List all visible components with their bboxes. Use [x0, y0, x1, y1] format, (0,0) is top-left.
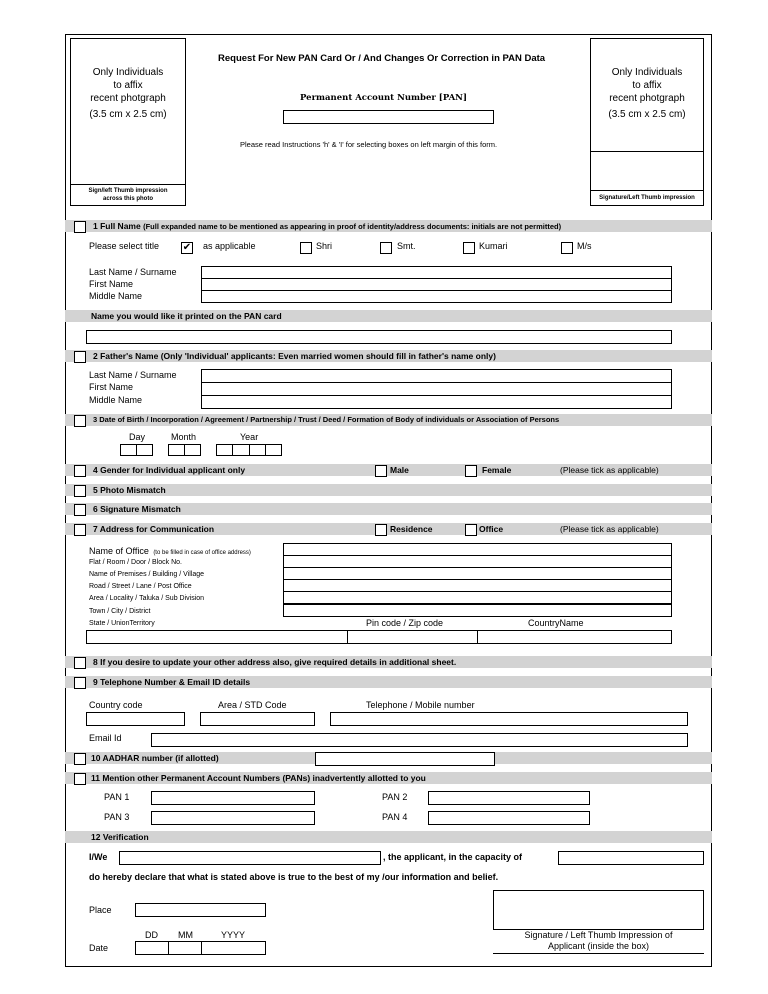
signature-caption: [493, 930, 704, 952]
s2-first-name-label: First Name: [89, 382, 134, 392]
form-instruction: Please read Instructions 'h' & 'I' for selecting boxes on left margin of this form.: [240, 140, 498, 149]
pan4-input[interactable]: [428, 811, 590, 825]
s2-last-name-input[interactable]: [201, 369, 672, 383]
photo-right-line2: to affix: [632, 80, 662, 91]
section-10-label: 10 AADHAR number (if allotted): [91, 753, 219, 763]
phone-label: Telephone / Mobile number: [366, 700, 475, 710]
s2-middle-name-label: Middle Name: [89, 395, 143, 405]
title-shri-checkbox[interactable]: [300, 242, 312, 254]
office-name-text: Name of Office: [89, 546, 149, 556]
dob-year-divider-1: [232, 444, 233, 456]
pan2-label: PAN 2: [382, 792, 408, 802]
section-2-bar: [65, 350, 712, 362]
title-smt-checkbox[interactable]: [380, 242, 392, 254]
photo-left-line1: Only Individuals: [92, 67, 164, 78]
print-name-label: Name you would like it printed on the PAN card: [91, 311, 282, 321]
photo-left-caption2: across this photo: [102, 196, 153, 202]
gender-female-checkbox[interactable]: [465, 465, 477, 477]
dob-day-divider: [136, 444, 137, 456]
section-6-bar: [65, 503, 712, 515]
signature-underline: [493, 953, 704, 954]
s2-last-name-label: Last Name / Surname: [89, 370, 177, 380]
address-office-checkbox[interactable]: [465, 524, 477, 536]
section-2-checkbox[interactable]: [74, 351, 86, 363]
premises-label: Name of Premises / Building / Village: [89, 571, 205, 578]
section-12-bar: [65, 831, 712, 843]
place-input[interactable]: [135, 903, 266, 917]
s1-middle-name-label: Middle Name: [89, 291, 143, 301]
photo-box-right[interactable]: [590, 38, 704, 206]
address-residence-label: Residence: [390, 524, 433, 534]
section-1-label: 1 Full Name: [93, 221, 141, 231]
declaration-text: do hereby declare that what is stated above is true to the best of my /our information and belief.: [89, 872, 499, 882]
photo-left-caption1: Sign/left Thumb impression: [88, 188, 168, 194]
place-label: Place: [89, 905, 112, 915]
pan3-label: PAN 3: [104, 812, 130, 822]
country-input[interactable]: [477, 630, 672, 644]
pan4-label: PAN 4: [382, 812, 408, 822]
capacity-text: , the applicant, in the capacity of: [383, 852, 523, 862]
phone-input[interactable]: [330, 712, 688, 726]
town-input[interactable]: [283, 604, 672, 617]
dob-year-label: Year: [240, 432, 259, 442]
date-divider-1: [168, 941, 169, 955]
tick-icon: ✔: [182, 242, 192, 253]
area-label: Area / Locality / Taluka / Sub Division: [89, 595, 205, 602]
signature-caption-line2: Applicant (inside the box): [547, 941, 650, 951]
title-smt-label: Smt.: [397, 241, 416, 251]
capacity-input[interactable]: [558, 851, 704, 865]
address-office-label: Office: [479, 524, 504, 534]
signature-caption-line1: Signature / Left Thumb Impression of: [524, 930, 673, 940]
form-title: Request For New PAN Card Or / And Changes Or Correction in PAN Data: [218, 53, 546, 64]
section-8-bar: [65, 656, 712, 668]
title-ms-checkbox[interactable]: [561, 242, 573, 254]
date-mm-label: MM: [178, 930, 193, 940]
dob-year-divider-3: [265, 444, 266, 456]
section-9-bar: [65, 676, 712, 688]
section-5-label: 5 Photo Mismatch: [93, 485, 166, 495]
s1-middle-name-input[interactable]: [201, 290, 672, 303]
state-input[interactable]: [86, 630, 348, 644]
section-7-checkbox[interactable]: [74, 524, 86, 536]
country-label: CountryName: [528, 618, 584, 628]
section-4-checkbox[interactable]: [74, 465, 86, 477]
section-1-bar: [65, 220, 712, 232]
photo-right-line1: Only Individuals: [611, 67, 683, 78]
pan-number-field[interactable]: [283, 110, 494, 124]
print-name-bar: [65, 310, 712, 322]
area-code-input[interactable]: [200, 712, 315, 726]
s1-first-name-label: First Name: [89, 279, 134, 289]
signature-box[interactable]: [493, 890, 704, 930]
print-name-input[interactable]: [86, 330, 672, 344]
select-title-label: Please select title: [89, 241, 160, 251]
title-kumari-label: Kumari: [479, 241, 508, 251]
area-code-label: Area / STD Code: [218, 700, 287, 710]
section-12-label: 12 Verification: [91, 832, 149, 842]
address-note: (Please tick as applicable): [560, 524, 659, 534]
section-10-checkbox[interactable]: [74, 753, 86, 765]
photo-left-line4: (3.5 cm x 2.5 cm): [89, 109, 167, 120]
date-yyyy-label: YYYY: [221, 930, 246, 940]
section-1-checkbox[interactable]: [74, 221, 86, 233]
section-9-label: 9 Telephone Number & Email ID details: [93, 677, 251, 687]
section-7-bar: [65, 523, 712, 535]
title-as-applicable-checkbox[interactable]: [181, 242, 193, 254]
title-ms-label: M/s: [577, 241, 592, 251]
gender-female-label: Female: [482, 465, 512, 475]
photo-box-left[interactable]: [70, 38, 186, 206]
section-3-bar: [65, 414, 712, 426]
photo-right-divider: [591, 151, 703, 152]
section-8-label: 8 If you desire to update your other address also, give required details in additional sheet.: [93, 657, 457, 667]
pincode-label: Pin code / Zip code: [366, 618, 444, 628]
section-11-checkbox[interactable]: [74, 773, 86, 785]
pan3-input[interactable]: [151, 811, 315, 825]
country-code-input[interactable]: [86, 712, 185, 726]
photo-left-line3: recent photgraph: [90, 93, 166, 104]
flat-label: Flat / Room / Door / Block No.: [89, 559, 182, 566]
photo-left-line2: to affix: [113, 80, 143, 91]
dob-day-label: Day: [129, 432, 146, 442]
date-divider-2: [201, 941, 202, 955]
email-label: Email Id: [89, 733, 122, 743]
s1-last-name-label: Last Name / Surname: [89, 267, 177, 277]
as-applicable-label: as applicable: [203, 241, 256, 251]
town-label: Town / City / District: [89, 608, 151, 615]
dob-month-label: Month: [171, 432, 197, 442]
office-name-note: (to be filled in case of office address): [153, 550, 251, 556]
section-4-label: 4 Gender for Individual applicant only: [93, 465, 246, 475]
gender-male-label: Male: [390, 465, 409, 475]
address-residence-checkbox[interactable]: [375, 524, 387, 536]
s2-first-name-input[interactable]: [201, 382, 672, 396]
dob-year-divider-2: [249, 444, 250, 456]
section-11-bar: [65, 772, 712, 784]
section-6-checkbox[interactable]: [74, 504, 86, 516]
applicant-name-input[interactable]: [119, 851, 381, 865]
gender-note: (Please tick as applicable): [560, 465, 659, 475]
office-name-label: [89, 544, 251, 559]
section-7-label: 7 Address for Communication: [93, 524, 215, 534]
title-shri-label: Shri: [316, 241, 333, 251]
section-5-bar: [65, 484, 712, 496]
s2-middle-name-input[interactable]: [201, 395, 672, 409]
pan1-label: PAN 1: [104, 792, 130, 802]
section-1-note: (Full expanded name to be mentioned as appearing in proof of identity/address documents: initials are not permitted): [143, 222, 562, 231]
section-6-label: 6 Signature Mismatch: [93, 504, 181, 514]
state-label: State / UnionTerritory: [89, 620, 155, 627]
pan2-input[interactable]: [428, 791, 590, 805]
area-input[interactable]: [283, 591, 672, 604]
aadhar-input[interactable]: [315, 752, 495, 766]
email-input[interactable]: [151, 733, 688, 747]
section-11-label: 11 Mention other Permanent Account Numbers (PANs) inadvertently allotted to you: [91, 773, 426, 783]
section-4-bar: [65, 464, 712, 476]
date-dd-label: DD: [145, 930, 158, 940]
section-8-checkbox[interactable]: [74, 657, 86, 669]
gender-male-checkbox[interactable]: [375, 465, 387, 477]
form-subtitle: Permanent Account Number [PAN]: [300, 93, 467, 103]
photo-right-caption: Signature/Left Thumb impression: [599, 195, 695, 201]
section-2-label: 2 Father's Name (Only 'Individual' applicants: Even married women should fill in father's name only): [93, 351, 496, 361]
section-9-checkbox[interactable]: [74, 677, 86, 689]
photo-right-line3: recent photgraph: [609, 93, 685, 104]
pincode-input[interactable]: [347, 630, 478, 644]
pan1-input[interactable]: [151, 791, 315, 805]
road-label: Road / Street / Lane / Post Office: [89, 583, 192, 590]
date-label: Date: [89, 943, 109, 953]
iwe-label: I/We: [89, 852, 108, 862]
dob-month-divider: [184, 444, 185, 456]
photo-right-line4: (3.5 cm x 2.5 cm): [608, 109, 686, 120]
title-kumari-checkbox[interactable]: [463, 242, 475, 254]
section-5-checkbox[interactable]: [74, 485, 86, 497]
section-3-checkbox[interactable]: [74, 415, 86, 427]
section-3-label: 3 Date of Birth / Incorporation / Agreement / Partnership / Trust / Deed / Formation of Body of individuals or Association of Persons: [93, 415, 560, 424]
country-code-label: Country code: [89, 700, 143, 710]
